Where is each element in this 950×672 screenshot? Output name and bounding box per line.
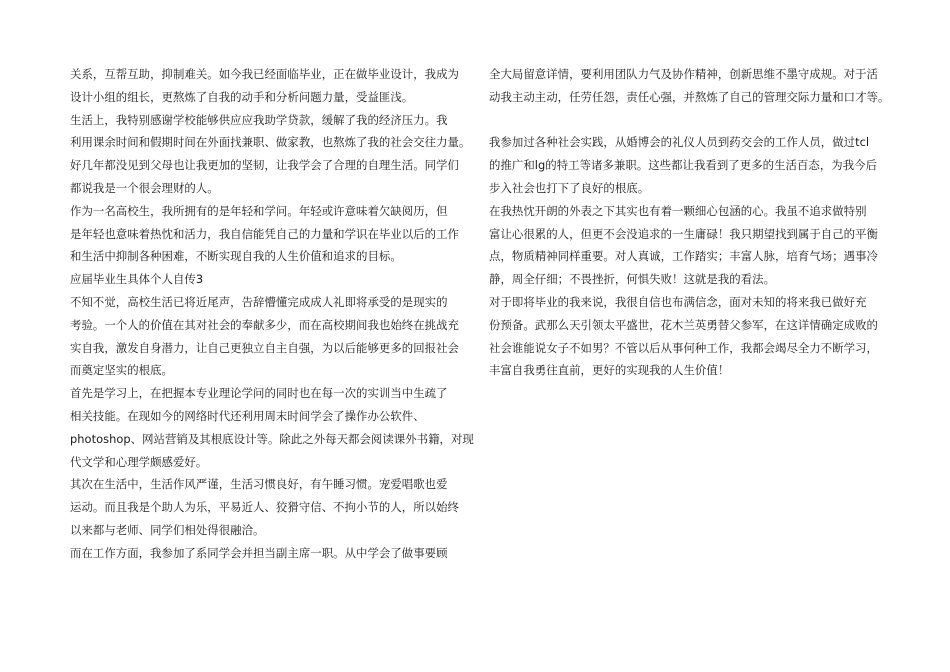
text-line: 相关技能。在现如今的网络时代还利用周末时间学会了操作办公软件、 — [70, 408, 425, 423]
text-line: 考验。一个人的价值在其对社会的奉献多少，而在高校期间我也始终在挑战充 — [70, 317, 459, 332]
text-line: 点，物质精神同样重要。对人真诚，工作踏实；丰富人脉，培育气场；遇事冷 — [489, 249, 878, 264]
text-line: 实自我，激发自身潜力，让自己更独立自主自强，为以后能够更多的回报社会 — [70, 340, 459, 355]
text-line: 社会谁能说女子不如男？不管以后从事何种工作，我都会竭尽全力不断学习， — [489, 340, 878, 355]
text-line: photoshop、网站营销及其根底设计等。除此之外每天都会阅读课外书籍，对现 — [70, 431, 474, 446]
text-line: 关系，互帮互助，抑制难关。如今我已经面临毕业，正在做毕业设计，我成为 — [70, 67, 459, 81]
text-line: 份预备。武那么天引领太平盛世，花木兰英勇替父参军，在这详情确定成败的 — [489, 317, 878, 332]
text-line: 丰富自我勇往直前，更好的实现我的人生价值！ — [489, 363, 730, 378]
text-line: 首先是学习上，在把握本专业理论学问的同时也在每一次的实训当中生疏了 — [70, 386, 448, 401]
text-line: 好几年都没见到父母也让我更加的坚韧，让我学会了合理的自理生活。同学们 — [70, 158, 459, 173]
blank-line — [489, 109, 881, 132]
text-line: 而奠定坚实的根底。 — [70, 363, 173, 378]
text-line: 步入社会也打下了良好的根底。 — [489, 180, 650, 195]
right-text-column — [489, 63, 890, 382]
text-line: 利用课余时间和假期时间在外面找兼职、做家教，也熬炼了我的社会交往力量。 — [70, 135, 471, 150]
text-line: 和生活中抑制各种困难，不断实现自我的人生价值和追求的目标。 — [70, 249, 402, 264]
text-line: 静，周全仔细；不畏挫折，何惧失败！这就是我的看法。 — [489, 272, 776, 287]
section-heading: 应届毕业生具体个人自传3 — [70, 272, 204, 287]
text-line: 而在工作方面，我参加了系同学会并担当副主席一职。从中学会了做事要顾 — [70, 545, 448, 560]
text-line: 富让心很累的人，但更不会没追求的一生庸碌！我只期望找到属于自己的平衡 — [489, 226, 878, 241]
text-line: 在我热忱开朗的外表之下其实也有着一颗细心包涵的心。我虽不追求做特别 — [489, 203, 867, 218]
text-line: 的推广和lg的特工等诸多兼职。这些都让我看到了更多的生活百态，为我今后 — [489, 158, 878, 173]
text-line: 是年轻也意味着热忱和活力，我自信能凭自己的力量和学识在毕业以后的工作 — [70, 226, 459, 241]
left-text-column — [70, 63, 474, 565]
text-line: 全大局留意详情，要利用团队力气及协作精神，创新思维不墨守成规。对于活 — [489, 67, 878, 81]
text-line: 动我主动主动，任劳任怨，责任心强，并熬炼了自己的管理交际力量和口才等。 — [489, 89, 890, 104]
text-line: 其次在生活中，生活作风严谨，生活习惯良好，有午睡习惯。宠爱唱歌也爱 — [70, 477, 448, 492]
text-line: 运动。而且我是个助人为乐，平易近人、狡猾守信、不拘小节的人，所以始终 — [70, 500, 459, 515]
text-line: 代文学和心理学颇感爱好。 — [70, 454, 208, 469]
text-line: 对于即将毕业的我来说，我很自信也布满信念，面对未知的将来我已做好充 — [489, 294, 867, 309]
text-line: 不知不觉，高校生活已将近尾声，告辞懵懂完成成人礼即将承受的是现实的 — [70, 294, 448, 309]
text-line: 生活上，我特别感谢学校能够供应应我助学贷款，缓解了我的经济压力。我 — [70, 112, 448, 127]
text-line: 以来都与老师、同学们相处得很融洽。 — [70, 522, 265, 537]
text-line: 都说我是一个很会理财的人。 — [70, 180, 219, 195]
text-line: 我参加过各种社会实践，从婚博会的礼仪人员到药交会的工作人员，做过tcl — [489, 135, 870, 150]
text-line: 作为一名高校生，我所拥有的是年轻和学问。年轻或许意味着欠缺阅历，但 — [70, 203, 448, 218]
text-line: 设计小组的组长，更熬炼了自我的动手和分析问题力量，受益匪浅。 — [70, 89, 414, 104]
